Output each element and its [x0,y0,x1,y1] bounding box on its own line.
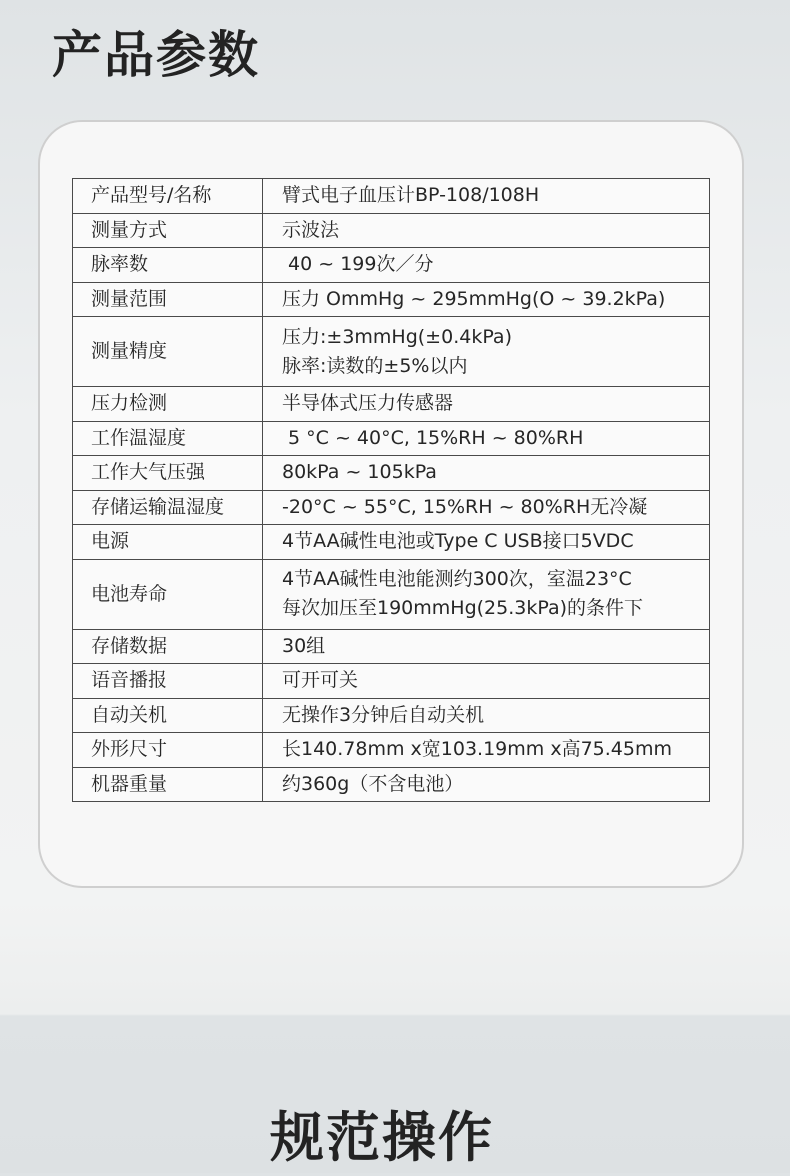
spec-label: 测量范围 [73,282,263,317]
spec-value [263,421,710,456]
spec-label: 机器重量 [73,767,263,802]
spec-value-line: -20°C ~ 55°C, 15%RH ~ 80%RH无冷凝 [282,495,648,518]
spec-value-line: 长140.78mm x宽103.19mm x高75.45mm [282,738,672,761]
spec-label: 压力检测 [73,387,263,422]
spec-card [38,120,744,888]
spec-row [73,421,710,456]
spec-value-line: 半导体式压力传感器 [282,392,454,415]
spec-value-line: 每次加压至190mmHg(25.3kPa)的条件下 [282,597,644,619]
spec-label: 存储运输温湿度 [73,490,263,525]
spec-value-line: 5 °C ~ 40°C, 15%RH ~ 80%RH [282,426,584,449]
spec-value [263,559,710,629]
spec-value [263,525,710,560]
spec-value [263,456,710,491]
spec-row [73,456,710,491]
spec-label: 语音播报 [73,664,263,699]
spec-label: 工作大气压强 [73,456,263,491]
spec-label: 电池寿命 [73,559,263,629]
spec-value [263,733,710,768]
spec-row [73,767,710,802]
spec-label: 脉率数 [73,248,263,283]
section-title: 产品参数 [52,26,260,84]
spec-row [73,698,710,733]
spec-label: 外形尺寸 [73,733,263,768]
spec-row [73,387,710,422]
spec-label: 测量方式 [73,213,263,248]
spec-row [73,733,710,768]
spec-value [263,179,710,214]
spec-value-line: 约360g（不含电池） [282,772,464,795]
spec-value [263,698,710,733]
spec-value [263,664,710,699]
spec-value-line: 40 ~ 199次／分 [282,253,434,276]
spec-value [263,387,710,422]
spec-row [73,179,710,214]
spec-label: 工作温湿度 [73,421,263,456]
spec-value-line: 压力 OmmHg ~ 295mmHg(O ~ 39.2kPa) [282,287,666,310]
spec-value [263,767,710,802]
spec-value-line: 80kPa ~ 105kPa [282,461,437,484]
spec-value-line: 脉率:读数的±5%以内 [282,354,468,377]
spec-row [73,282,710,317]
spec-value-line: 示波法 [282,218,340,241]
spec-row [73,248,710,283]
spec-row [73,525,710,560]
spec-value-line: 30组 [282,634,326,657]
spec-value [263,282,710,317]
spec-value-line: 压力:±3mmHg(±0.4kPa) [282,325,512,348]
spec-value [263,490,710,525]
spec-row [73,664,710,699]
spec-value [263,248,710,283]
spec-table [72,178,710,802]
spec-row [73,559,710,629]
spec-row [73,629,710,664]
next-section-title: 规范操作 [270,1106,494,1169]
spec-value-line: 臂式电子血压计BP-108/108H [282,184,540,207]
spec-value [263,317,710,387]
spec-value-line: 无操作3分钟后自动关机 [282,703,485,726]
spec-label: 存储数据 [73,629,263,664]
spec-value-line: 可开可关 [282,669,359,692]
spec-label: 测量精度 [73,317,263,387]
spec-label: 自动关机 [73,698,263,733]
spec-value [263,629,710,664]
spec-row [73,490,710,525]
spec-label: 电源 [73,525,263,560]
spec-value-line: 4节AA碱性电池或Type C USB接口5VDC [282,530,634,553]
spec-value [263,213,710,248]
spec-row [73,317,710,387]
spec-row [73,213,710,248]
spec-label: 产品型号/名称 [73,179,263,214]
spec-value-line: 4节AA碱性电池能测约300次，室温23°C [282,568,632,590]
